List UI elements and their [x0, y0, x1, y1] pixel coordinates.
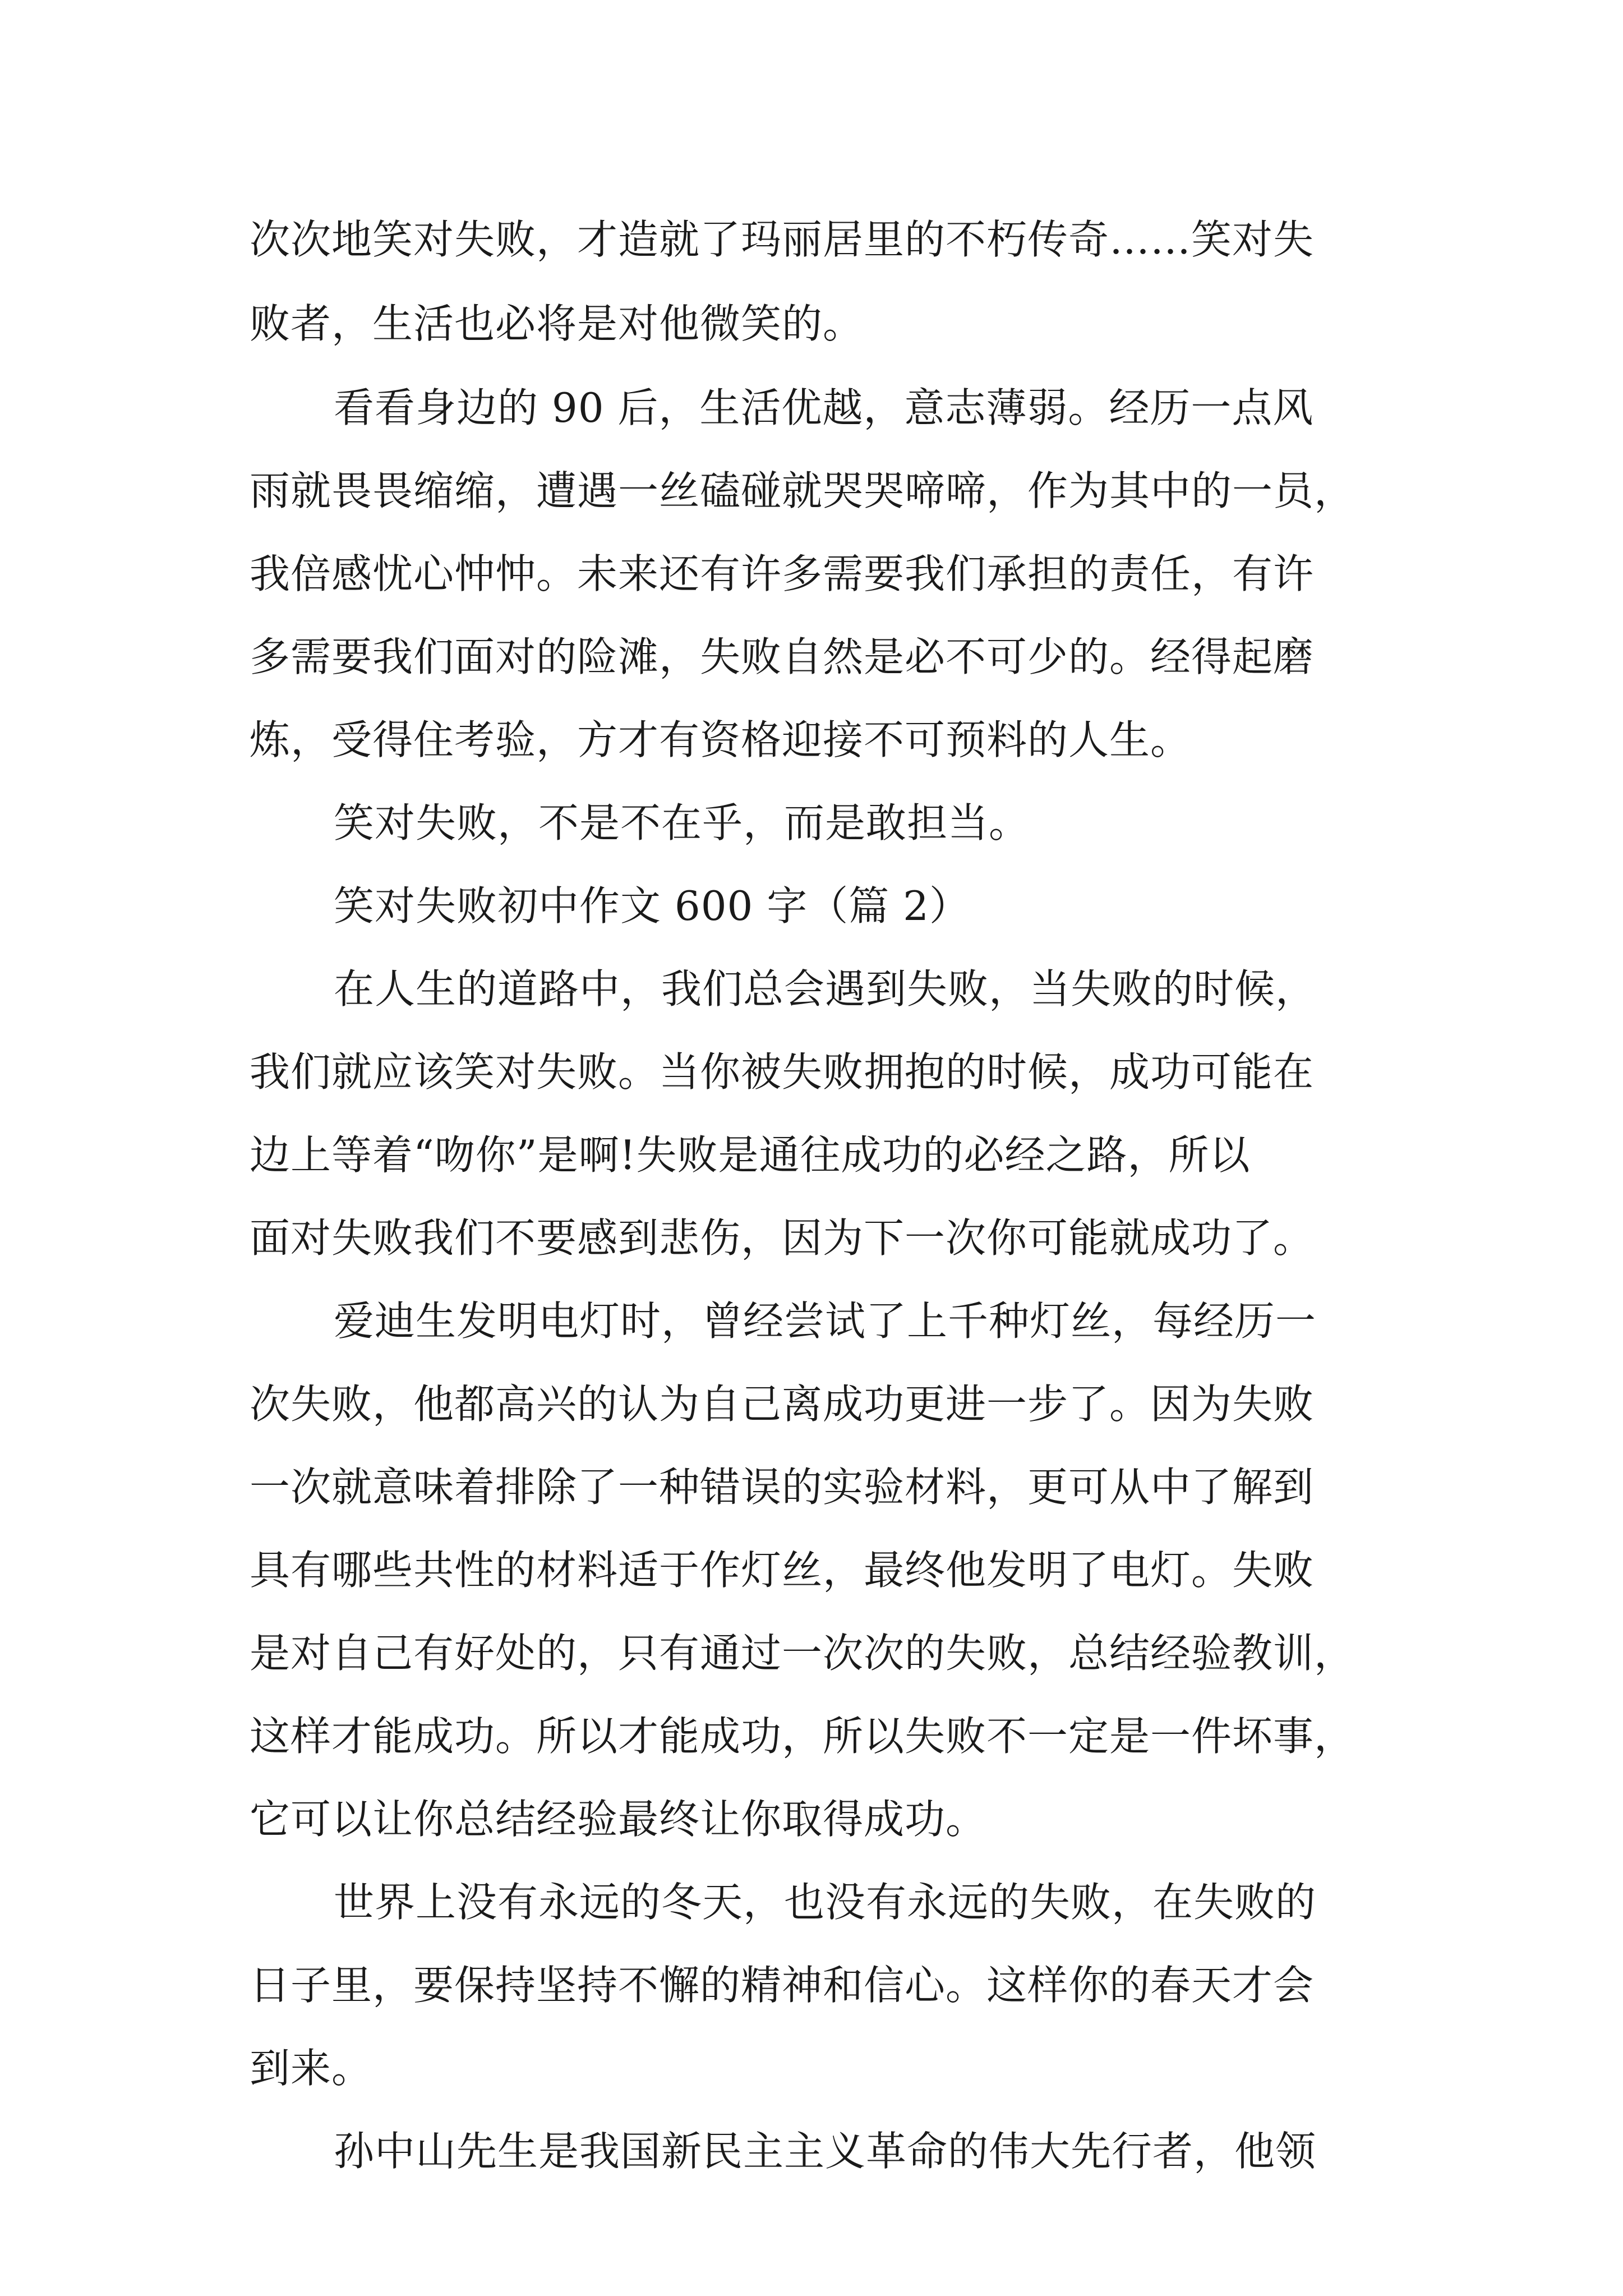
text-line: 炼，受得住考验，方才有资格迎接不可预料的人生。 [250, 716, 1192, 763]
text-line: 到来。 [250, 2045, 373, 2092]
paragraph-start: 世界上没有永远的冬天，也没有永远的失败，在失败的 [334, 1879, 1317, 1926]
paragraph-start: 爱迪生发明电灯时，曾经尝试了上千种灯丝，每经历一 [334, 1297, 1317, 1345]
text-line: 面对失败我们不要感到悲伤，因为下一次你可能就成功了。 [250, 1214, 1315, 1262]
text-line: 多需要我们面对的险滩，失败自然是必不可少的。经得起磨 [250, 633, 1315, 680]
text-line: 次次地笑对失败，才造就了玛丽居里的不朽传奇……笑对失 [250, 216, 1315, 263]
paragraph-start: 在人生的道路中，我们总会遇到失败，当失败的时候， [334, 965, 1317, 1013]
text-line: 边上等着“吻你”是啊!失败是通往成功的必经之路，所以 [250, 1131, 1251, 1179]
paragraph-start: 孙中山先生是我国新民主主义革命的伟大先行者，他领 [334, 2128, 1317, 2175]
paragraph-start: 看看身边的 90 后，生活优越，意志薄弱。经历一点风 [334, 384, 1314, 431]
text-line: 它可以让你总结经验最终让你取得成功。 [250, 1796, 987, 1843]
text-line: 雨就畏畏缩缩，遭遇一丝磕碰就哭哭啼啼，作为其中的一员， [250, 467, 1355, 514]
text-line: 是对自己有好处的，只有通过一次次的失败，总结经验教训， [250, 1630, 1355, 1677]
text-line: 具有哪些共性的材料适于作灯丝，最终他发明了电灯。失败 [250, 1547, 1315, 1594]
text-line: 次失败，他都高兴的认为自己离成功更进一步了。因为失败 [250, 1381, 1315, 1428]
section-heading: 笑对失败初中作文 600 字（篇 2） [334, 882, 970, 930]
text-line: 我们就应该笑对失败。当你被失败拥抱的时候，成功可能在 [250, 1048, 1315, 1096]
text-line: 日子里，要保持坚持不懈的精神和信心。这样你的春天才会 [250, 1962, 1315, 2009]
text-line: 这样才能成功。所以才能成功，所以失败不一定是一件坏事， [250, 1713, 1355, 1760]
text-line: 败者，生活也必将是对他微笑的。 [250, 300, 864, 347]
text-line: 我倍感忧心忡忡。未来还有许多需要我们承担的责任，有许 [250, 550, 1315, 597]
paragraph-start: 笑对失败，不是不在乎，而是敢担当。 [334, 799, 1030, 846]
text-line: 一次就意味着排除了一种错误的实验材料，更可从中了解到 [250, 1464, 1315, 1511]
